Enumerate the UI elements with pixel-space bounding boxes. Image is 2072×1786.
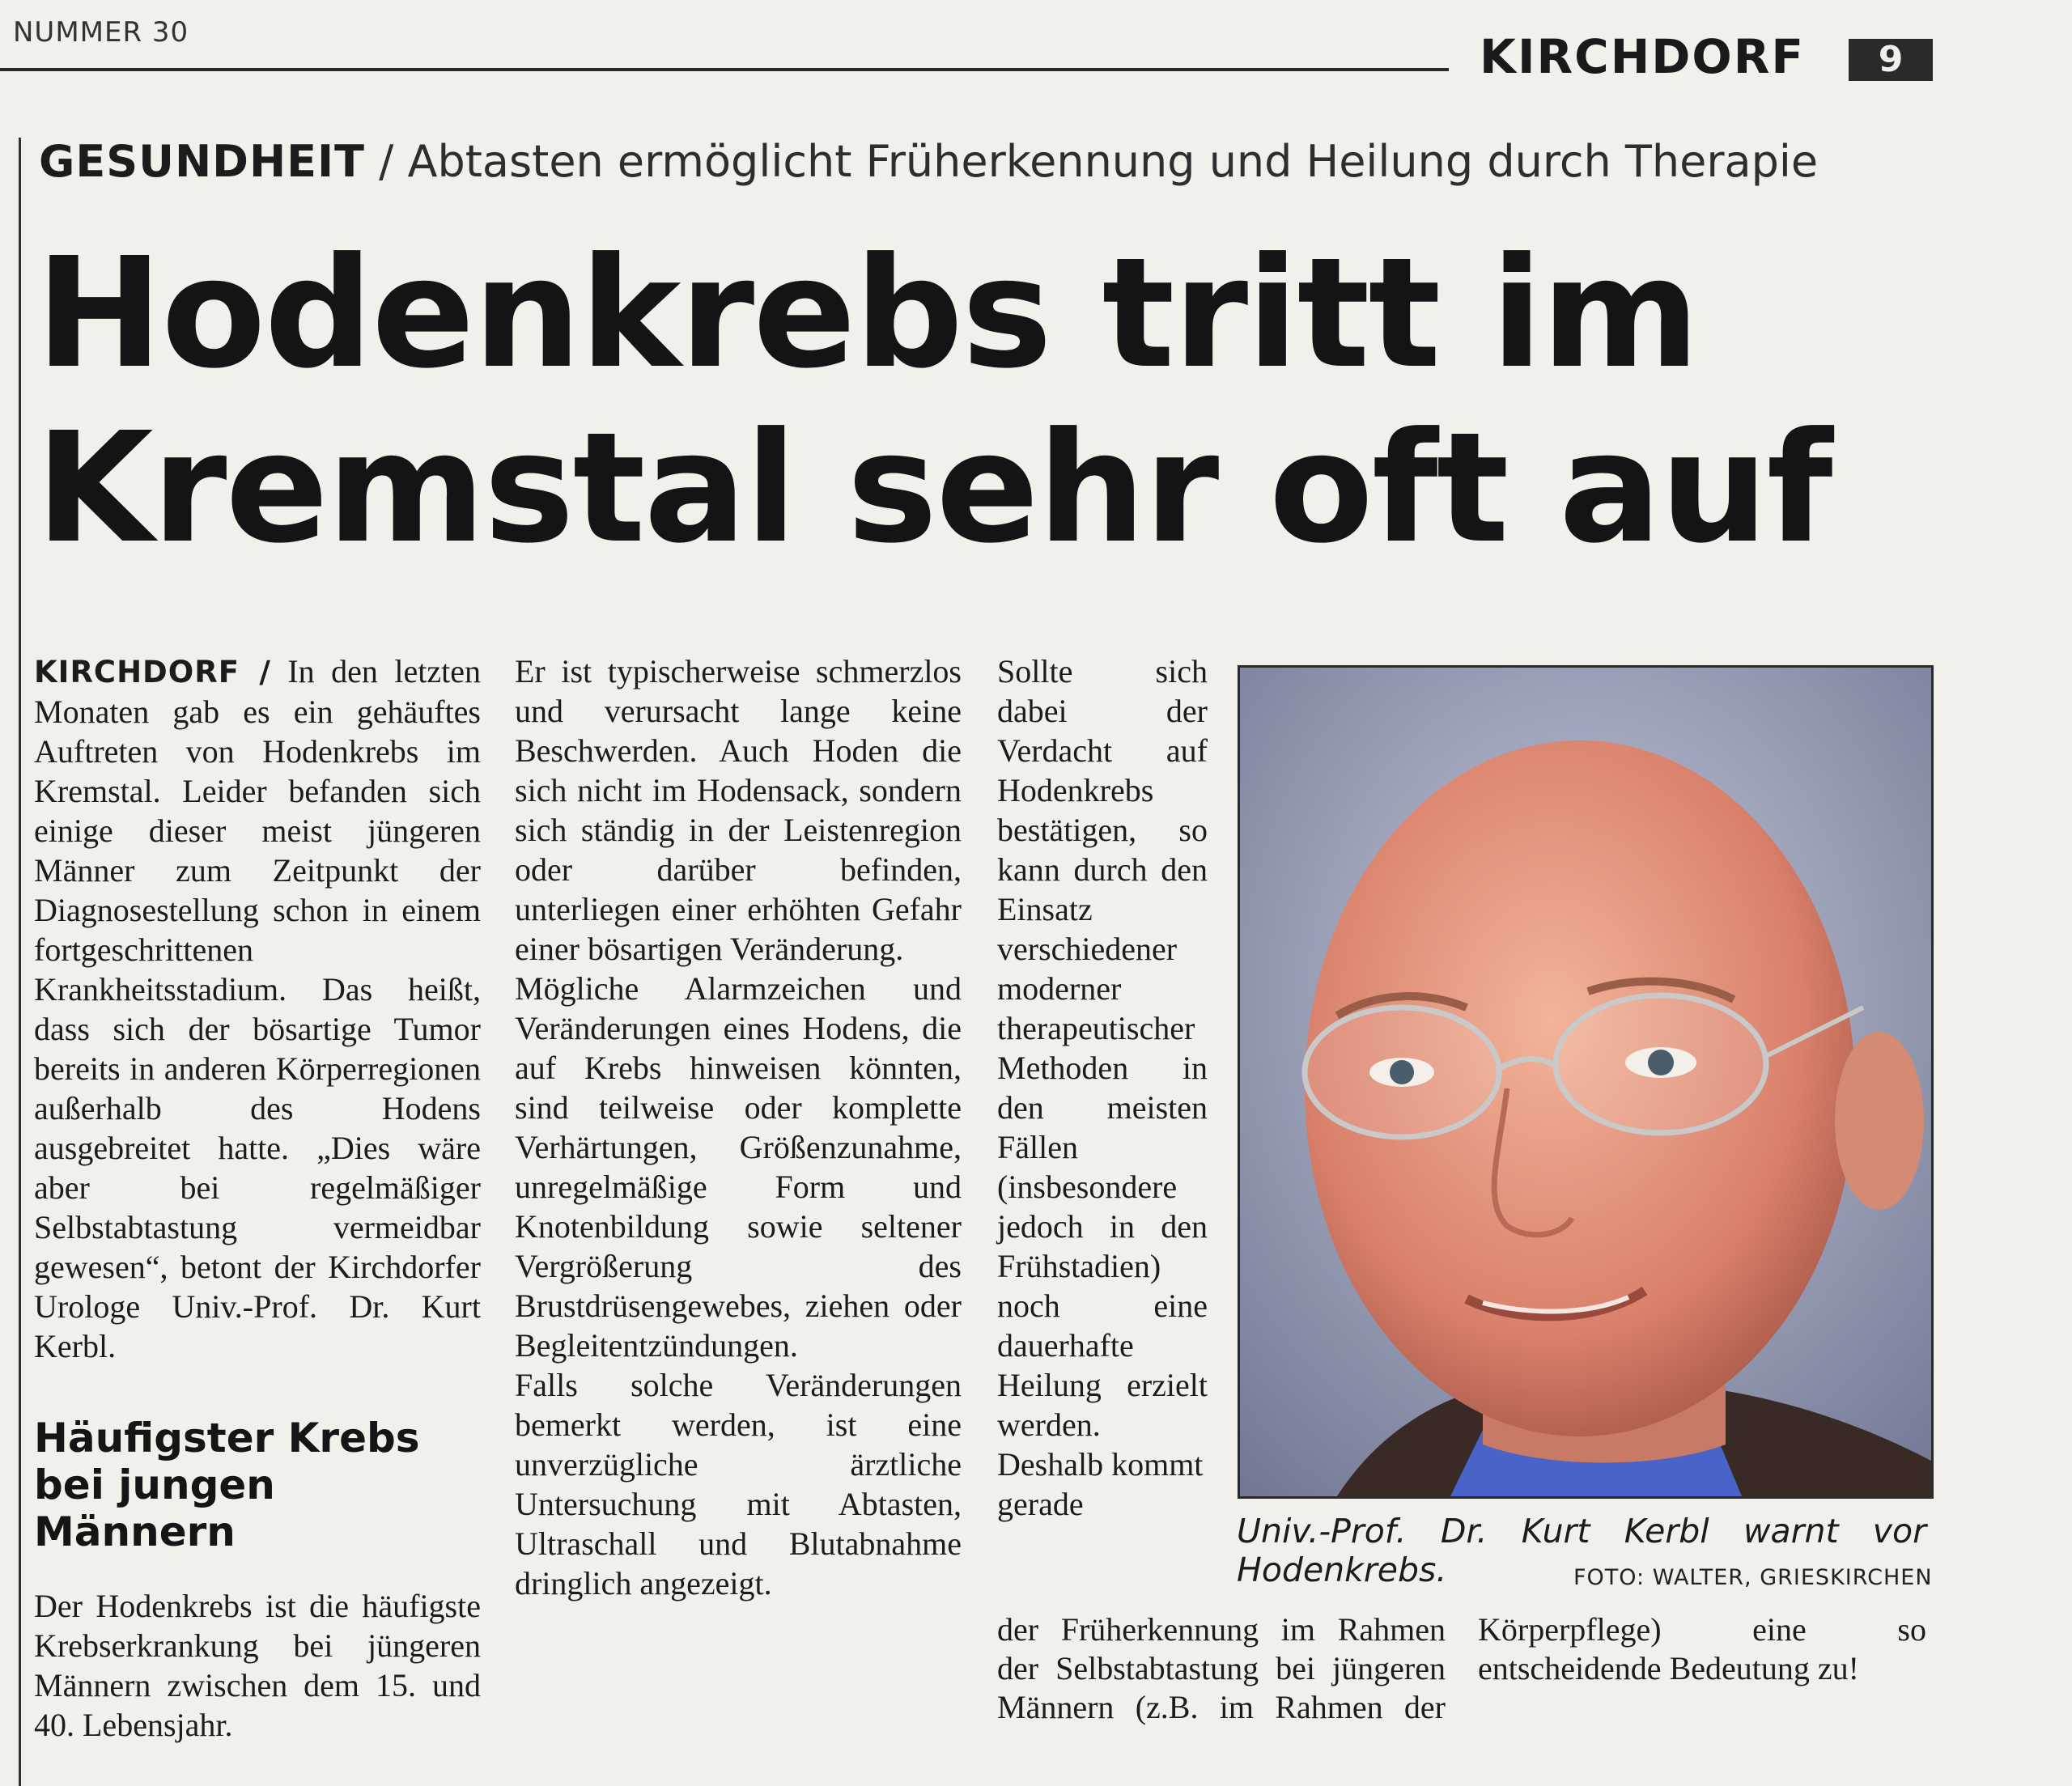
- header-rule: [0, 68, 1449, 71]
- dateline: KIRCHDORF /: [34, 655, 271, 689]
- paragraph-2: Der Hodenkrebs ist die häufigste Krebserkrankung bei jüngeren Männern zwischen dem 15. und 40. Lebensjahr.: [34, 1588, 481, 1743]
- section-title: KIRCHDORF: [1480, 29, 1806, 84]
- lead-text: In den letzten Monaten gab es ein gehäuftes Auftreten von Hodenkrebs im Kremstal. Leider befanden sich einige dieser meist jüngeren Männer zum Zeitpunkt der Diagnosestellung schon in einem fortgeschrittenen Krankheitsstadium. Das heißt, dass sich der bösartige Tumor bereits in anderen Körperregionen außerhalb des Hodens ausgebreitet hatte. „Dies wäre aber bei regelmäßiger Selbstabtastung vermeidbar gewesen“, betont der Kirchdorfer Urologe Univ.-Prof. Dr. Kurt Kerbl.: [34, 653, 481, 1364]
- article-column-2: [515, 651, 962, 1603]
- column-rule: [19, 138, 21, 1786]
- issue-number: NUMMER 30: [13, 16, 189, 49]
- kicker-text: Abtasten ermöglicht Früherkennung und Heilung durch Therapie: [407, 136, 1819, 187]
- kicker-label: GESUNDHEIT: [39, 136, 365, 187]
- paragraph-7-end: der Früherkennung im Rahmen der Selbstabtastung bei jüngeren Männern (z.B. im Rahmen der Körperpflege) eine so entscheidende Bedeutung zu!: [997, 1611, 1926, 1725]
- headline-line-2: Kremstal sehr oft auf: [36, 400, 1832, 577]
- photo-caption: Univ.-Prof. Dr. Kurt Kerbl warnt vor Hodenkrebs.: [1237, 1512, 1926, 1589]
- photo-credit: FOTO: WALTER, GRIESKIRCHEN: [1573, 1565, 1933, 1590]
- paragraph-4: Mögliche Alarmzeichen und Veränderungen eines Hodens, die auf Krebs hinweisen könnten, sind teilweise oder komplette Verhärtungen, Größenzunahme, unregelmäßige Form und Knotenbildung sowie seltener Vergrößerung des Brustdrüsengewebes, ziehen oder Begleitentzündungen.: [515, 970, 962, 1364]
- headline: [36, 227, 1832, 576]
- paragraph-7-start: Deshalb kommt gerade: [997, 1446, 1204, 1522]
- article-column-3: [997, 651, 1208, 1524]
- paragraph-3: Er ist typischerweise schmerzlos und verursacht lange keine Beschwerden. Auch Hoden die sich nicht im Hodensack, sondern sich ständig in der Leistenregion oder darüber befinden, unterliegen einer erhöhten Gefahr einer bösartigen Veränderung.: [515, 653, 962, 967]
- subheading: Häufigster Krebs bei jungen Männern: [34, 1415, 420, 1555]
- article-continuation: [997, 1610, 1926, 1727]
- portrait-photo: [1238, 665, 1934, 1499]
- page-number: 9: [1849, 39, 1933, 81]
- paragraph-6: Sollte sich dabei der Verdacht auf Hodenkrebs bestätigen, so kann durch den Einsatz verschiedener moderner therapeutischer Methoden in den meisten Fällen (insbesondere jedoch in den Frühstadien) noch eine dauerhafte Heilung erzielt werden.: [997, 653, 1208, 1443]
- portrait-illustration: [1240, 668, 1931, 1496]
- article-column-1: [34, 651, 481, 1745]
- headline-line-1: Hodenkrebs tritt im: [36, 225, 1699, 402]
- kicker: [39, 136, 1818, 187]
- lead-paragraph: [34, 651, 481, 1366]
- kicker-separator: /: [379, 136, 394, 187]
- paragraph-5: Falls solche Veränderungen bemerkt werden, ist eine unverzügliche ärztliche Untersuchung mit Abtasten, Ultraschall und Blutabnahme dringlich angezeigt.: [515, 1367, 962, 1601]
